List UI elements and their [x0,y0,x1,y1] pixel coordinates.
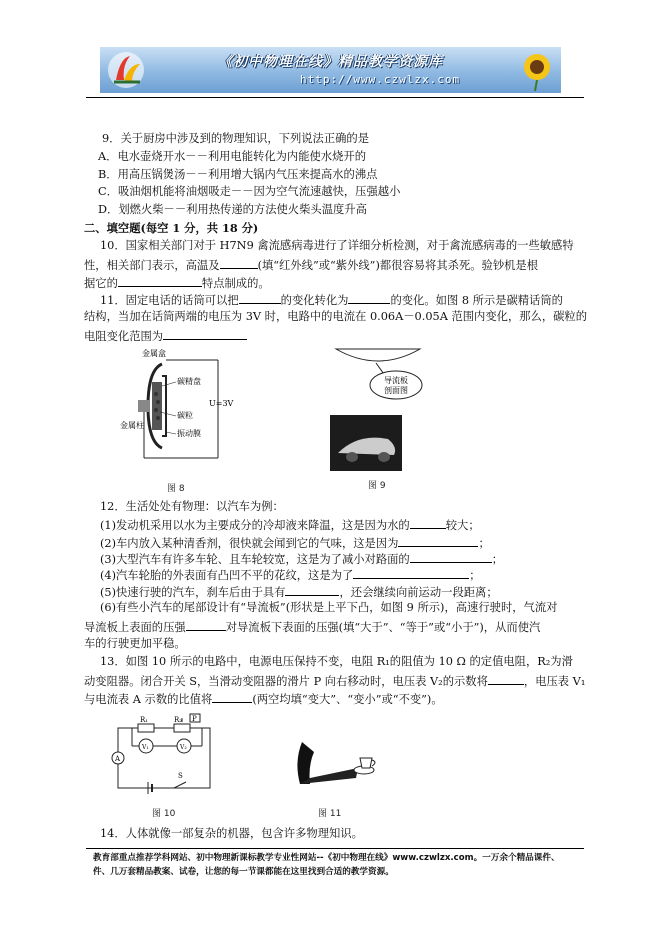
answer-blank[interactable] [353,567,469,579]
site-url[interactable]: http://www.czwlzx.com [300,73,461,86]
answer-blank[interactable] [410,517,446,529]
sunflower-icon [515,49,555,91]
figure-11-arm [288,738,392,800]
q12-text: 较大； [445,519,480,532]
footer-line2: 件、几万套精品教案、试卷，让您的每一节课都能在这里找到合适的教学资源。 [93,867,394,877]
logo-icon [106,50,146,90]
footer-rule [86,848,584,849]
fig8-label-disk: 碳精盘 [177,377,201,386]
q12-item6: (6)有些小汽车的尾部设计有“导流板”(形状是上平下凸，如图 9 所示)，高速行驶时，气流对 [100,601,558,614]
answer-blank[interactable] [118,275,202,287]
q12-text: (4)汽车轮胎的外表面有凸凹不平的花纹，这是为了 [100,569,354,582]
fig8-label-grain: 碳粒 [177,411,193,420]
q9-stem: 9．关于厨房中涉及到的物理知识，下列说法正确的是 [102,132,370,145]
header-banner [100,47,561,93]
q12-text: ； [469,569,481,582]
q11-text: 的变化。如图 8 所示是碳精话筒的 [390,294,563,307]
q12-item6-line2 [84,619,540,635]
q12-text: ； [478,537,490,550]
fig10-s: S [178,772,183,780]
figure-9-spoiler [328,343,428,473]
q12-text: (2)车内放入某种清香剂，很快就会闻到它的气味，这是因为 [100,537,399,550]
header-rule [86,97,584,98]
q14-stem: 14．人体就像一部复杂的机器，包含许多物理知识。 [100,827,363,840]
q10-text: 据它的 [84,277,118,290]
q12-item1 [100,517,480,533]
footer-line1: 教育部重点推荐学科网站、初中物理新课标教学专业性网站--《初中物理在线》www.czwlzx.com。一万余个精品课件、 [93,853,560,863]
q11-text: 电阻变化范围为 [84,330,164,343]
fig10-p: P [192,715,197,723]
q12-text: 导流板上表面的压强 [84,621,186,634]
q13-text: (两空均填“变大”、“变小”或“不变”)。 [252,693,443,706]
answer-blank[interactable] [285,584,339,596]
answer-blank[interactable] [186,619,226,631]
q9-option-c: C．吸油烟机能将油烟吸走－－因为空气流速越快，压强越小 [98,185,401,198]
section-heading: 二、填空题(每空 1 分，共 18 分) [84,221,259,235]
answer-blank[interactable] [488,673,524,685]
q9-option-d: D．划燃火柴－－利用热传递的方法使火柴头温度升高 [98,203,367,216]
answer-blank[interactable] [398,535,478,547]
q11-line1 [100,292,563,308]
answer-blank[interactable] [410,551,492,563]
figure-9-caption: 图 9 [368,481,386,491]
q12-item4 [100,567,481,583]
q13-line3 [84,691,443,707]
fig10-v1: V₁ [142,744,149,751]
q13-text: ，电压表 V₁ [523,675,586,688]
q12-stem: 12．生活处处有物理：以汽车为例： [100,500,284,513]
q13-text: 与电流表 A 示数的比值将 [84,693,213,706]
q12-item5 [100,584,498,600]
answer-blank[interactable] [212,691,252,703]
figure-10-circuit [108,712,220,798]
site-title: 《初中物理在线》精品教学资源库 [218,54,443,70]
q12-text: ，还会继续向前运动一段距离； [339,586,498,599]
q12-text: (3)大型汽车有许多车轮、且车轮较宽，这是为了减小对路面的 [100,553,410,566]
figure-10-caption: 图 10 [152,809,176,819]
q12-text: (5)快速行驶的汽车，刹车后由于具有 [100,586,286,599]
q10-line2 [84,257,538,273]
fig8-label-box: 金属盒 [142,349,166,358]
q12-item2 [100,535,490,551]
fig10-a: A [115,755,121,763]
q10-line1: 10．国家相关部门对于 H7N9 禽流感病毒进行了详细分析检测，对于禽流感病毒的一些敏感特 [100,239,574,252]
q13-line1: 13．如图 10 所示的电路中，电源电压保持不变，电阻 R₁的阻值为 10 Ω 的定值电阻，R₂为滑 [100,655,573,668]
fig8-label-post: 金属柱 [120,421,144,430]
fig10-v2: V₂ [180,744,187,751]
q13-text: 动变阻器。闭合开关 S，当滑动变阻器的滑片 P 向右移动时，电压表 V₂的示数将 [84,675,488,688]
fig9-callout-2: 剖面图 [384,386,408,395]
fig8-label-voltage: U=3V [209,399,234,408]
q10-text: 特点制成的。 [201,277,270,290]
q10-text: 性，相关部门表示，高温及 [84,259,220,272]
q11-line2: 结构，当加在话筒两端的电压为 3V 时，电路中的电流在 0.06A－0.05A 范围内变化，那么，碳粒的 [84,310,588,323]
q11-text: 11．固定电话的话筒可以把 [100,294,239,307]
q13-line2 [84,673,585,689]
q10-text: (填“红外线”或“紫外线”)都很容易将其杀死。验钞机是根 [257,259,539,272]
figure-11-caption: 图 11 [318,809,342,819]
q12-text: ； [491,553,504,566]
fig10-r2: R₂ [174,716,183,724]
fig10-r1: R₁ [140,716,149,724]
answer-blank[interactable] [163,328,247,340]
figure-8-microphone [118,346,236,476]
q9-option-a: A．电水壶烧开水－－利用电能转化为内能使水烧开的 [98,150,366,163]
answer-blank[interactable] [348,292,390,304]
q12-text: 对导流板下表面的压强(填“大于”、“等于”或“小于”)，从而使汽 [225,621,541,634]
q12-text: (1)发动机采用以水为主要成分的冷却液来降温，这是因为水的 [100,519,410,532]
answer-blank[interactable] [239,292,281,304]
figure-8-caption: 图 8 [167,484,185,494]
q11-text: 的变化转化为 [280,294,349,307]
q11-line3 [84,328,247,344]
fig9-callout-1: 导流板 [384,376,408,385]
q12-item3 [100,551,503,567]
fig8-label-film: 振动膜 [177,429,201,438]
q10-line3 [84,275,270,291]
answer-blank[interactable] [220,257,258,269]
q9-option-b: B．用高压锅煲汤－－利用增大锅内气压来提高水的沸点 [98,168,378,181]
q12-item6-line3: 车的行驶更加平稳。 [84,637,186,650]
